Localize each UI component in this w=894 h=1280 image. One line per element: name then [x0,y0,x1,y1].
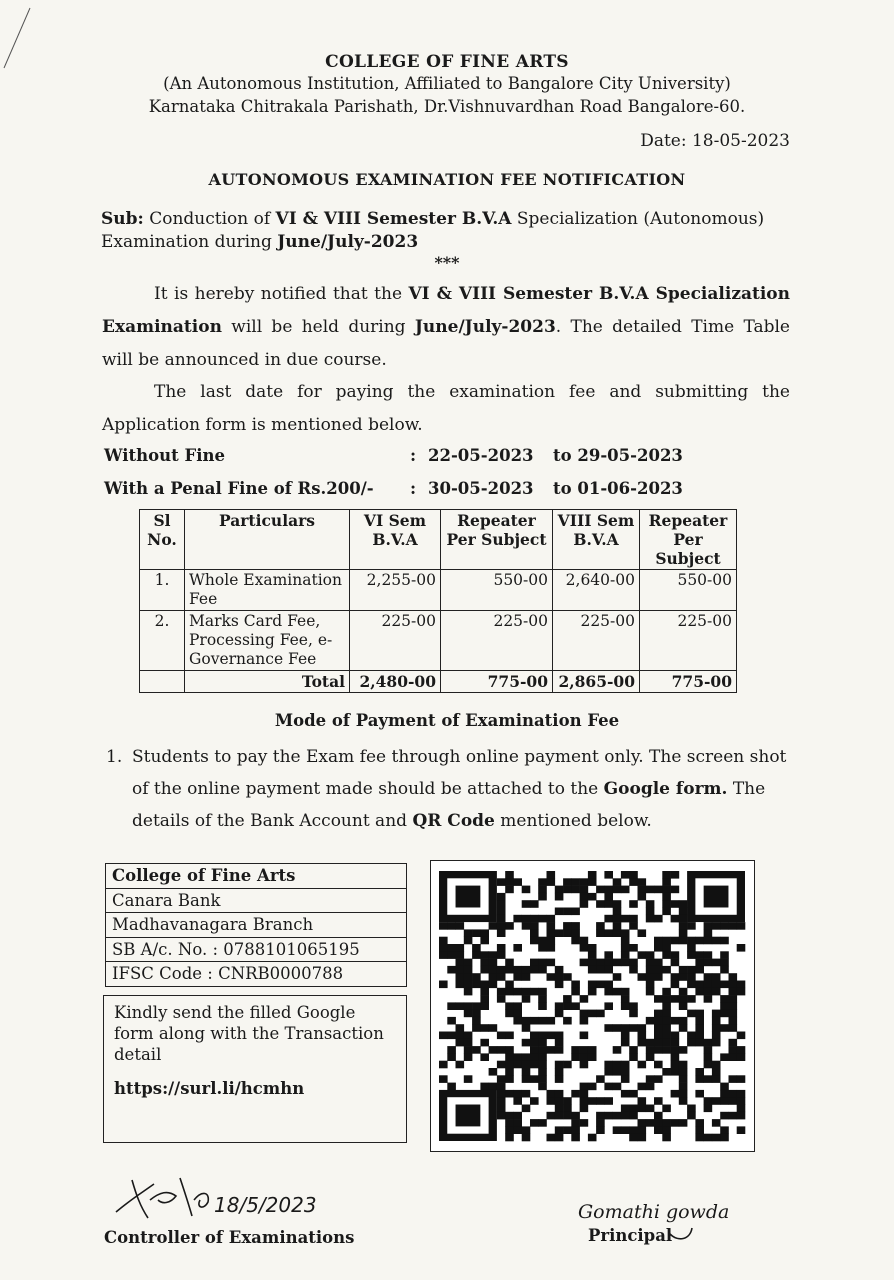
notice-title: AUTONOMOUS EXAMINATION FEE NOTIFICATION [208,170,686,189]
principal-signature-text: Gomathi gowda [578,1201,730,1223]
total-label: Total [185,671,350,693]
subject-text-2: Specialization (Autonomous) Examination during [101,209,765,252]
fine-colon: : [410,446,417,465]
fine-label: Without Fine [104,446,225,465]
last-date-text: The last date for paying the examination fee and submitting the Application form is mentioned below. [102,382,790,435]
table-total-row [140,671,737,693]
principal-label: Principal [588,1226,673,1245]
note-text: Kindly send the filled Google form along with the Transaction detail [114,1003,384,1064]
fine-from-date: 30-05-2023 [428,479,534,498]
fine-to-date: to 29-05-2023 [553,446,683,465]
subject-session: June/July-2023 [277,232,419,252]
cell-rep1: 550-00 [441,570,553,611]
cell-vi: 225-00 [350,611,441,671]
para-text: It is hereby notified that the [154,284,409,304]
cell-rep2: 225-00 [640,611,737,671]
subject-semester: VI & VIII Semester B.V.A [275,209,512,229]
total-viii: 2,865-00 [553,671,640,693]
col-header-viii-sem: VIII Sem B.V.A [553,510,640,570]
list-number: 1. [106,747,123,767]
last-date-paragraph [102,376,790,442]
college-name: COLLEGE OF FINE ARTS [325,52,569,72]
payment-qr-code [430,860,755,1152]
table-header-row [140,510,737,570]
cell-viii: 225-00 [553,611,640,671]
instruction-text-2: The details of the Bank Account and [132,779,766,831]
fine-from-date: 22-05-2023 [428,446,534,465]
table-row [140,611,737,671]
fine-colon: : [410,479,417,498]
bank-branch: Madhavanagara Branch [106,913,406,938]
bank-ifsc: IFSC Code : CNRB0000788 [112,964,344,983]
para-exam-name: VI & VIII Semester B.V.A Specialization Examination [102,284,791,337]
bank-account-number: SB A/c. No. : 0788101065195 [106,938,406,963]
controller-signature [110,1170,330,1226]
para-session: June/July-2023 [414,317,556,337]
col-header-repeater: Repeater Per Subject [640,510,737,570]
cell-sl: 2. [140,611,185,671]
cell-particulars: Whole Examination Fee [185,570,350,611]
cell-sl: 1. [140,570,185,611]
col-header-particulars: Particulars [185,510,350,570]
bank-account-name: College of Fine Arts [106,864,406,889]
para-text-2: will be held during [221,317,415,337]
qr-code-image [431,861,754,1151]
total-rep1: 775-00 [441,671,553,693]
instruction-text: Students to pay the Exam fee through online payment only. The screen shot of the online payment made should be attached to the [132,747,787,799]
col-header-sl: Sl No. [140,510,185,570]
affiliation-line: (An Autonomous Institution, Affiliated to Bangalore City University) [163,74,731,93]
payment-mode-title: Mode of Payment of Examination Fee [274,711,620,730]
total-rep2: 775-00 [640,671,737,693]
separator-stars: *** [434,253,460,272]
cell-empty [140,671,185,693]
col-header-vi-sem: VI Sem B.V.A [350,510,441,570]
google-form-note-box [103,995,407,1143]
subject-label: Sub: [101,209,144,229]
subject-text: Conduction of [143,209,276,229]
fine-to-date: to 01-06-2023 [553,479,683,498]
table-row [140,570,737,611]
cell-rep2: 550-00 [640,570,737,611]
bank-name: Canara Bank [106,889,406,914]
instruction-text-3: mentioned below. [494,811,652,831]
cell-viii: 2,640-00 [553,570,640,611]
para-text-3: . The detailed Time Table will be announced in due course. [102,317,790,370]
cell-vi: 2,255-00 [350,570,441,611]
notification-paragraph [102,278,790,377]
fine-label: With a Penal Fine of Rs.200/- [104,479,374,498]
controller-label: Controller of Examinations [104,1228,355,1247]
total-vi: 2,480-00 [350,671,441,693]
col-header-repeater: Repeater Per Subject [441,510,553,570]
cell-rep1: 225-00 [441,611,553,671]
notice-date: Date: 18-05-2023 [640,131,790,151]
payment-instruction [106,741,788,837]
address-line: Karnataka Chitrakala Parishath, Dr.Vishnuvardhan Road Bangalore-60. [148,97,746,116]
cell-particulars: Marks Card Fee, Processing Fee, e-Governance Fee [185,611,350,671]
fee-table [139,509,737,693]
subject-line [101,208,801,254]
google-form-text: Google form. [603,779,728,799]
signature-date: 18/5/2023 [214,1193,317,1217]
qr-code-text: QR Code [412,811,495,831]
google-form-link[interactable]: https://surl.li/hcmhn [114,1079,305,1098]
bank-details-box [105,863,407,987]
